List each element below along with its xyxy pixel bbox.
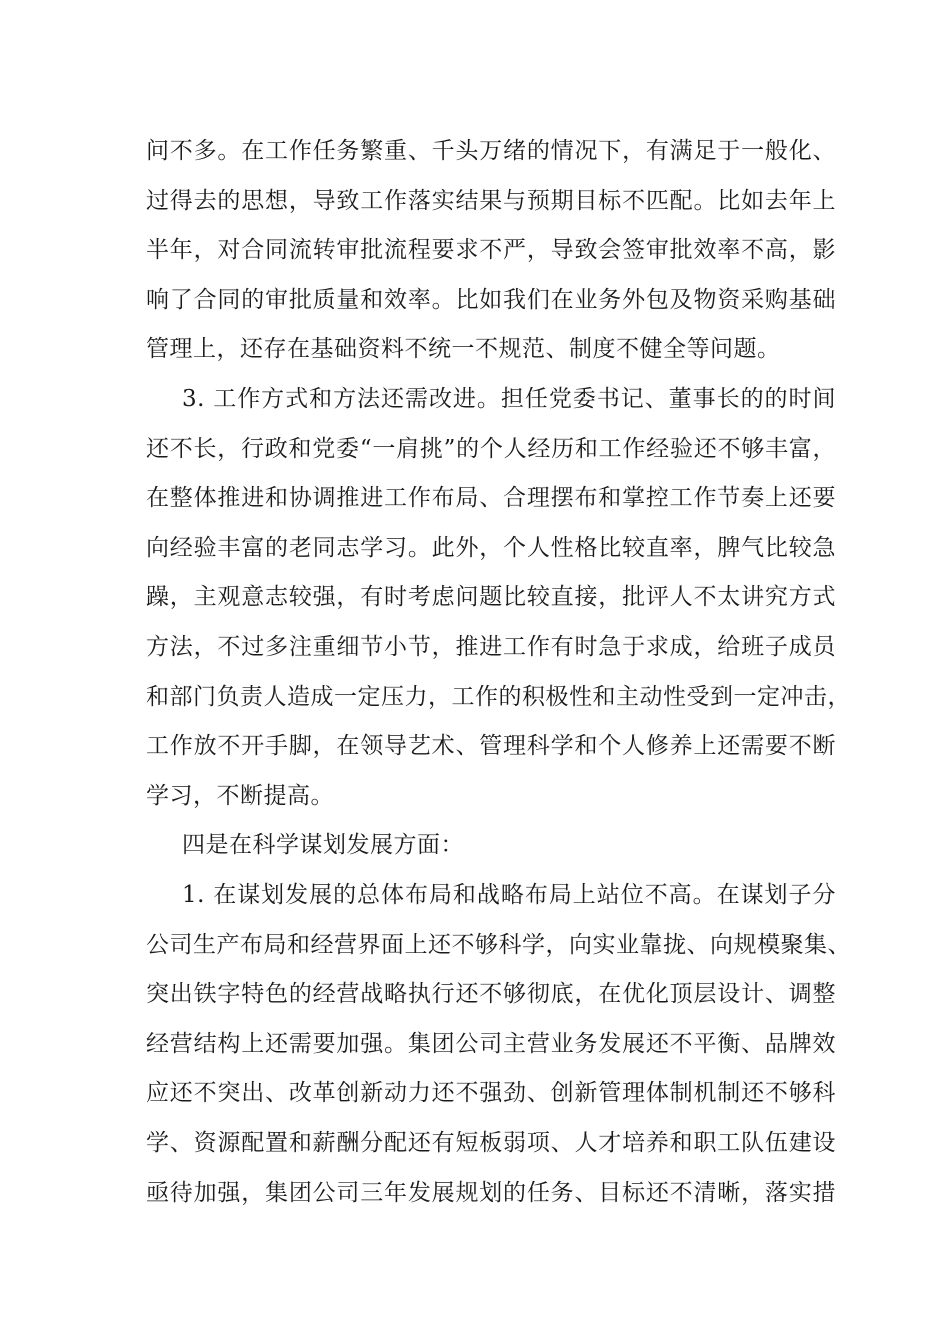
paragraph-line: 还不长，行政和党委“一肩挑”的个人经历和工作经验还不够丰富，	[146, 436, 836, 462]
section-heading: 四是在科学谋划发展方面：	[182, 832, 464, 858]
paragraph-line: 躁，主观意志较强，有时考虑问题比较直接，批评人不太讲究方式	[146, 584, 836, 610]
paragraph-line: 公司生产布局和经营界面上还不够科学，向实业靠拢、向规模聚集、	[146, 932, 851, 958]
paragraph-line: 在整体推进和协调推进工作布局、合理摆布和掌控工作节奏上还要	[146, 485, 836, 511]
paragraph-line: 亟待加强，集团公司三年发展规划的任务、目标还不清晰，落实措	[146, 1180, 836, 1206]
paragraph-line: 1. 在谋划发展的总体布局和战略布局上站位不高。在谋划子分	[182, 882, 836, 908]
paragraph-line: 应还不突出、改革创新动力还不强劲、创新管理体制机制还不够科	[146, 1080, 836, 1106]
paragraph-line: 学、资源配置和薪酬分配还有短板弱项、人才培养和职工队伍建设	[146, 1130, 836, 1156]
paragraph-line: 和部门负责人造成一定压力，工作的积极性和主动性受到一定冲击，	[146, 684, 851, 710]
paragraph-line: 学习，不断提高。	[146, 783, 334, 809]
paragraph-line: 3. 工作方式和方法还需改进。担任党委书记、董事长的的时间	[182, 386, 836, 412]
paragraph-line: 问不多。在工作任务繁重、千头万绪的情况下，有满足于一般化、	[146, 138, 836, 164]
paragraph-line: 方法，不过多注重细节小节，推进工作有时急于求成，给班子成员	[146, 634, 836, 660]
paragraph-line: 过得去的思想，导致工作落实结果与预期目标不匹配。比如去年上	[146, 188, 836, 214]
paragraph-line: 工作放不开手脚，在领导艺术、管理科学和个人修养上还需要不断	[146, 733, 836, 759]
paragraph-line: 经营结构上还需要加强。集团公司主营业务发展还不平衡、品牌效	[146, 1031, 836, 1057]
paragraph-line: 突出铁字特色的经营战略执行还不够彻底，在优化顶层设计、调整	[146, 981, 836, 1007]
paragraph-line: 向经验丰富的老同志学习。此外，个人性格比较直率，脾气比较急	[146, 535, 836, 561]
paragraph-line: 管理上，还存在基础资料不统一不规范、制度不健全等问题。	[146, 336, 781, 362]
paragraph-line: 半年，对合同流转审批流程要求不严，导致会签审批效率不高，影	[146, 237, 836, 263]
paragraph-line: 响了合同的审批质量和效率。比如我们在业务外包及物资采购基础	[146, 287, 836, 313]
